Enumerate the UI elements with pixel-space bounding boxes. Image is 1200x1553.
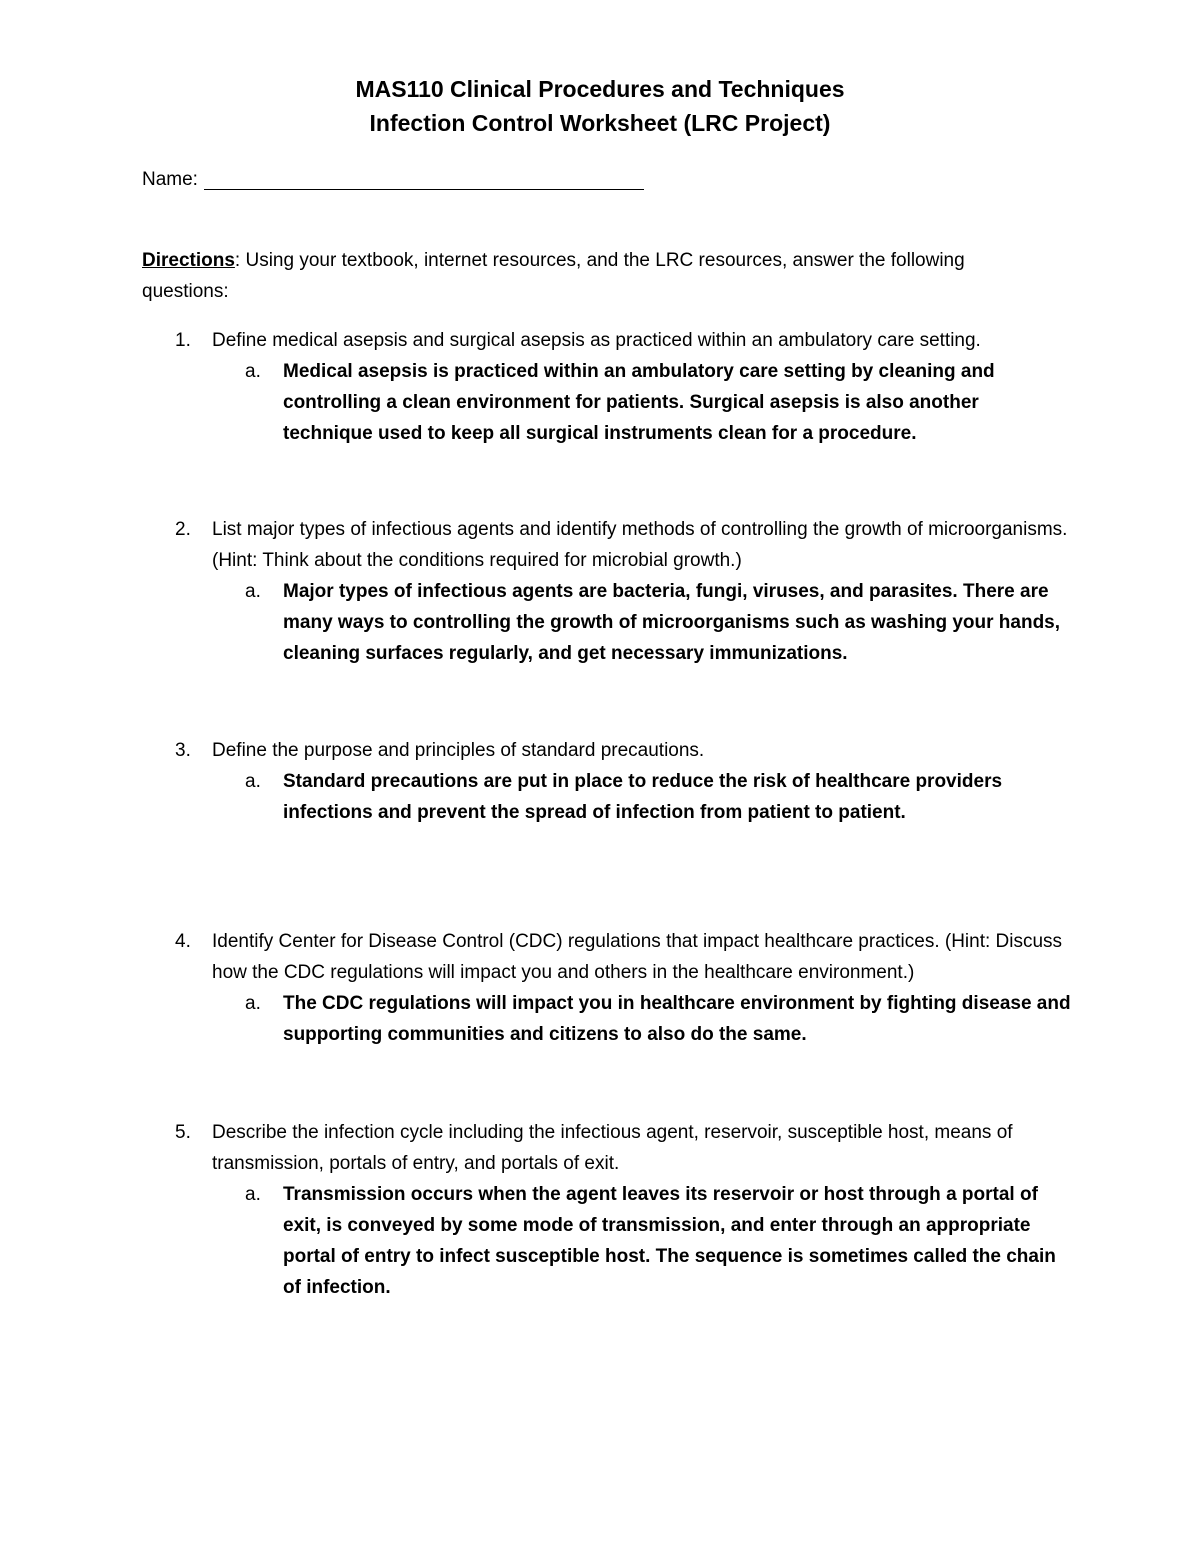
answer-letter: a.	[245, 993, 261, 1014]
question-number: 3.	[175, 740, 191, 761]
answer-text: Medical asepsis is practiced within an ambulatory care setting by cleaning and controlling a clean environment for patients. Surgical asepsis is also another technique used to keep all surgical instruments clean for a procedure.	[283, 361, 995, 444]
question-text: Define medical asepsis and surgical asepsis as practiced within an ambulatory care setting.	[212, 330, 981, 351]
directions-text: : Using your textbook, internet resources, and the LRC resources, answer the following questions:	[142, 250, 965, 302]
question-1-answer	[142, 356, 1072, 449]
document-subtitle: Infection Control Worksheet (LRC Project)	[369, 110, 831, 136]
question-4-prompt	[142, 926, 1072, 988]
name-blank-line[interactable]	[204, 167, 644, 190]
question-3	[142, 735, 1072, 828]
name-row	[142, 166, 644, 194]
question-number: 5.	[175, 1122, 191, 1143]
answer-letter: a.	[245, 361, 261, 382]
question-1-prompt	[142, 325, 1072, 356]
question-1	[142, 325, 1072, 449]
question-3-prompt	[142, 735, 1072, 766]
question-5-prompt	[142, 1117, 1072, 1179]
answer-letter: a.	[245, 581, 261, 602]
directions-label: Directions	[142, 250, 235, 271]
answer-text: Transmission occurs when the agent leaves its reservoir or host through a portal of exit, is conveyed by some mode of transmission, and enter through an appropriate portal of entry to infect susceptible host. The sequence is sometimes called the chain of infection.	[283, 1184, 1056, 1298]
question-5	[142, 1117, 1072, 1303]
answer-text: Standard precautions are put in place to reduce the risk of healthcare providers infections and prevent the spread of infection from patient to patient.	[283, 771, 1003, 823]
question-4	[142, 926, 1072, 1050]
question-3-answer	[142, 766, 1072, 828]
question-text: Identify Center for Disease Control (CDC) regulations that impact healthcare practices. (Hint: Discuss how the CDC regulations will impact you and others in the healthcare environment.)	[212, 931, 1063, 983]
question-number: 4.	[175, 931, 191, 952]
question-text: List major types of infectious agents and identify methods of controlling the growth of microorganisms. (Hint: Think about the conditions required for microbial growth.)	[212, 519, 1068, 571]
question-2	[142, 514, 1072, 669]
question-number: 1.	[175, 330, 191, 351]
question-4-answer	[142, 988, 1072, 1050]
answer-letter: a.	[245, 1184, 261, 1205]
answer-text: Major types of infectious agents are bacteria, fungi, viruses, and parasites. There are many ways to controlling the growth of microorganisms such as washing your hands, cleaning surfaces regularly, and get necessary immunizations.	[283, 581, 1061, 664]
answer-text: The CDC regulations will impact you in healthcare environment by fighting disease and supporting communities and citizens to also do the same.	[283, 993, 1071, 1045]
question-5-answer	[142, 1179, 1072, 1303]
answer-letter: a.	[245, 771, 261, 792]
question-number: 2.	[175, 519, 191, 540]
directions-paragraph	[142, 245, 1022, 307]
name-label: Name:	[142, 169, 198, 190]
question-2-prompt	[142, 514, 1072, 576]
question-2-answer	[142, 576, 1072, 669]
question-text: Describe the infection cycle including the infectious agent, reservoir, susceptible host, means of transmission, portals of entry, and portals of exit.	[212, 1122, 1013, 1174]
document-title: MAS110 Clinical Procedures and Techniques	[355, 76, 845, 102]
question-text: Define the purpose and principles of standard precautions.	[212, 740, 705, 761]
